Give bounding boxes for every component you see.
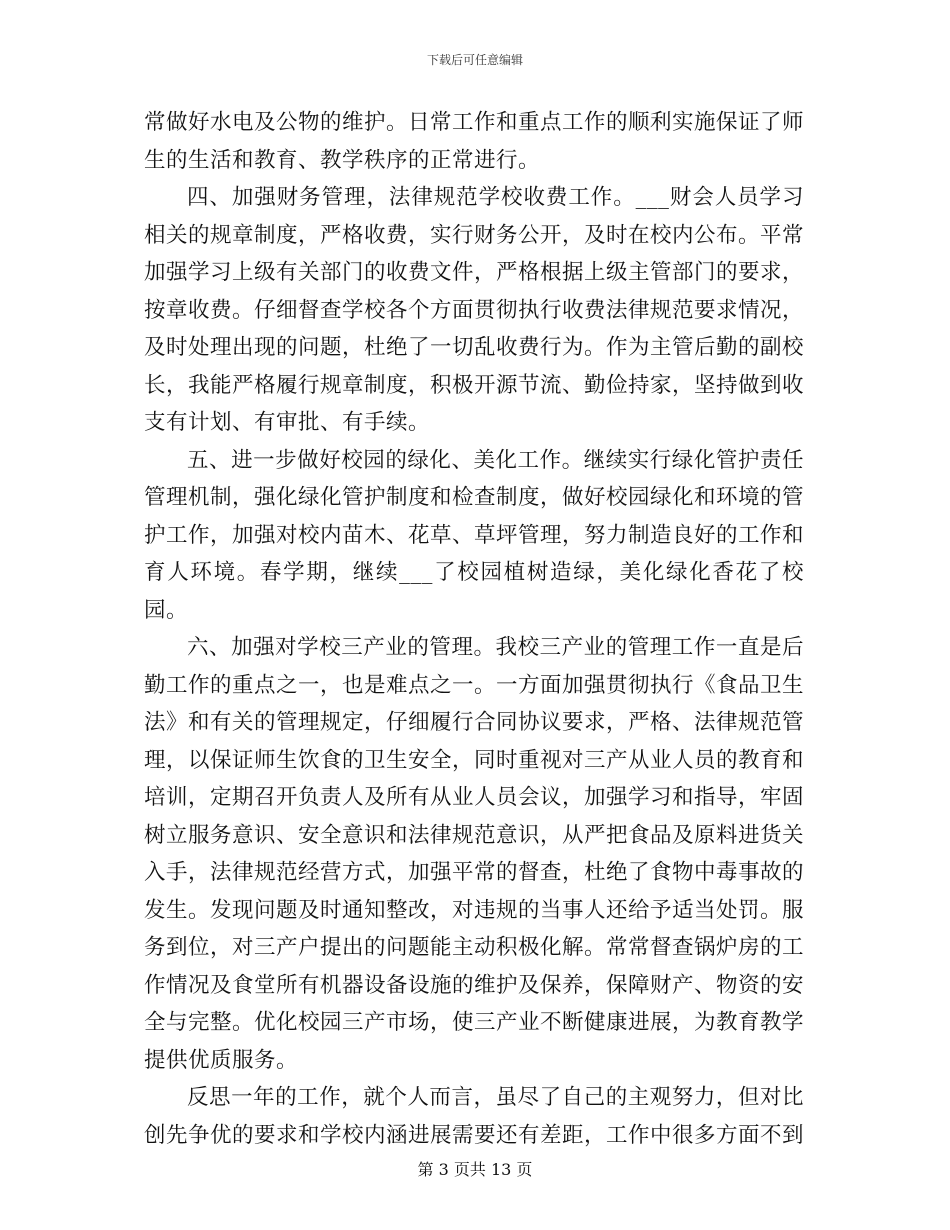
paragraph-continuation: 常做好水电及公物的维护。日常工作和重点工作的顺利实施保证了师生的生活和教育、教学秩序的正常进行。 [144,110,805,173]
page-number: 第 3 页共 13 页 [417,1160,533,1179]
paragraph-greening: 五、进一步做好校园的绿化、美化工作。继续实行绿化管护责任管理机制，强化绿化管护制度和检查制度，做好校园绿化和环境的管护工作，加强对校内苗木、花草、草坪管理，努力制造良好的工作和育人环境。春学期，继续___了校园植树造绿，美化绿化香花了校园。 [144,447,805,623]
paragraph-tertiary-industry: 六、加强对学校三产业的管理。我校三产业的管理工作一直是后勤工作的重点之一，也是难点之一。一方面加强贯彻执行《食品卫生法》和有关的管理规定，仔细履行合同协议要求，严格、法律规范管理，以保证师生饮食的卫生安全，同时重视对三产从业人员的教育和培训，定期召开负责人及所有从业人员会议，加强学习和指导，牢固树立服务意识、安全意识和法律规范意识，从严把食品及原料进货关入手，法律规范经营方式，加强平常的督查，杜绝了食物中毒事故的发生。发现问题及时通知整改，对违规的当事人还给予适当处罚。服务到位，对三产户提出的问题能主动积极化解。常常督查锅炉房的工作情况及食堂所有机器设备设施的维护及保养，保障财产、物资的安全与完整。优化校园三产市场，使三产业不断健康进展，为教育教学提供优质服务。 [144,635,805,1073]
document-body [144,104,804,1154]
page-header-note: 下载后可任意编辑 [426,53,523,67]
paragraph-finance: 四、加强财务管理，法律规范学校收费工作。___财会人员学习相关的规章制度，严格收费，实行财务公开，及时在校内公布。平常加强学习上级有关部门的收费文件，严格根据上级主管部门的要求，按章收费。仔细督查学校各个方面贯彻执行收费法律规范要求情况，及时处理出现的问题，杜绝了一切乱收费行为。作为主管后勤的副校长，我能严格履行规章制度，积极开源节流、勤俭持家，坚持做到收支有计划、有审批、有手续。 [144,185,805,435]
paragraph-reflection: 反思一年的工作，就个人而言，虽尽了自己的主观努力，但对比创先争优的要求和学校内涵进展需要还有差距，工作中很多方面不到 [144,1085,805,1148]
